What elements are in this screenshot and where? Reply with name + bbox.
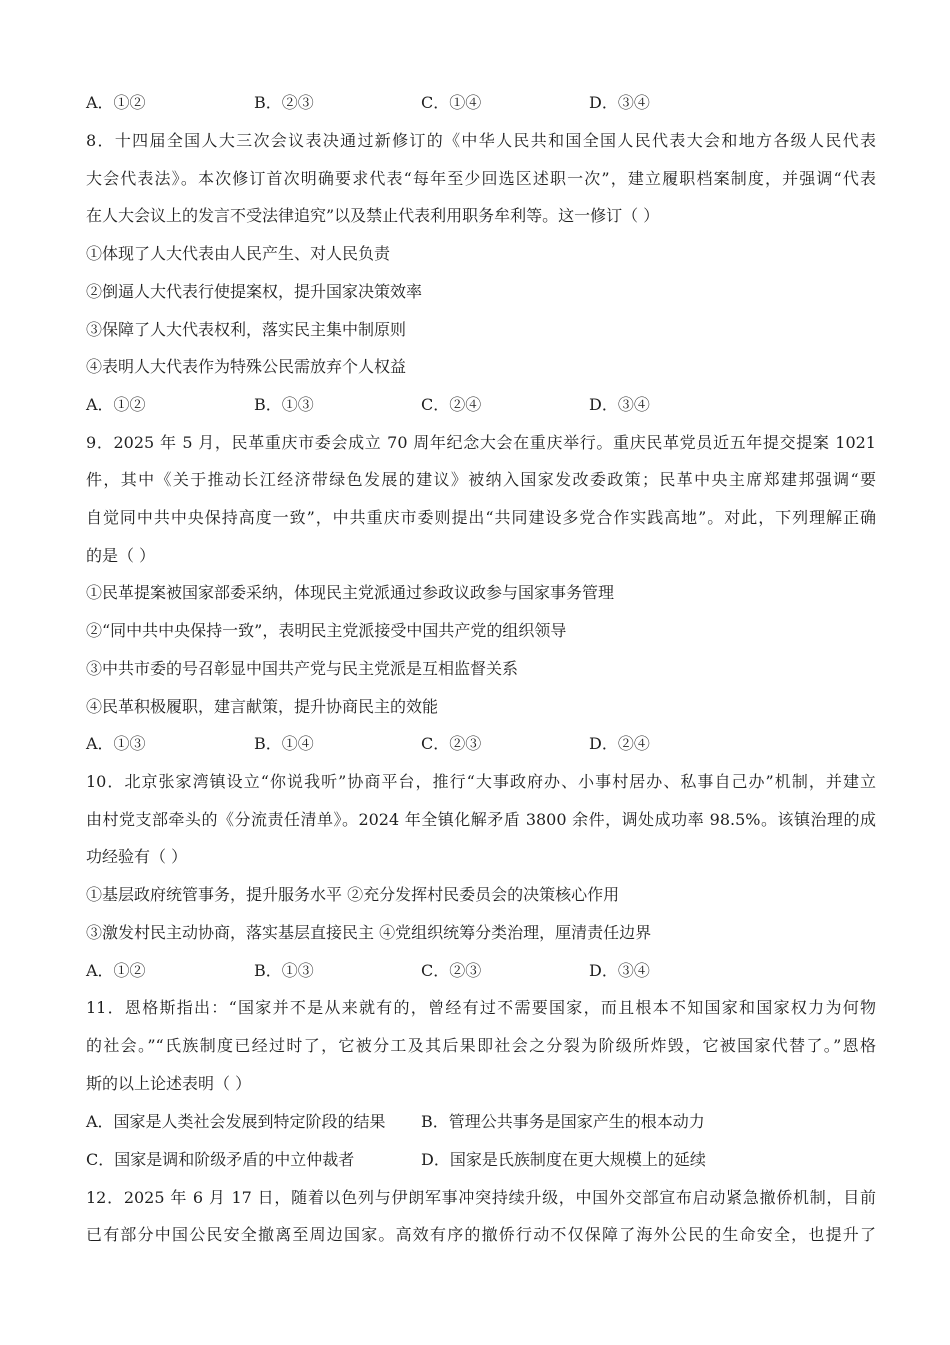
q10-items-row-1: ①基层政府统管事务，提升服务水平 ②充分发挥村民委员会的决策核心作用: [86, 885, 620, 904]
q8-option-c[interactable]: C．②④: [421, 395, 482, 414]
q10-option-d[interactable]: D．③④: [589, 961, 650, 980]
q7-option-c[interactable]: C．①④: [421, 93, 482, 112]
q11-stem-line-2: 的社会。”“氏族制度已经过时了，它被分工及其后果即社会之分裂为阶级所炸毁，它被国家代替了。”恩格: [86, 1036, 876, 1055]
q8-stem-line-2: 大会代表法》。本次修订首次明确要求代表“每年至少回选区述职一次”，建立履职档案制度，并强调“代表: [86, 169, 876, 188]
q9-stem-line-4: 的是（ ）: [86, 546, 156, 565]
q11-option-c[interactable]: C．国家是调和阶级矛盾的中立仲裁者: [86, 1150, 355, 1169]
q10-option-a[interactable]: A．①②: [86, 961, 146, 980]
q9-option-d[interactable]: D．②④: [589, 734, 650, 753]
q9-item-3: ③中共市委的号召彰显中国共产党与民主党派是互相监督关系: [86, 659, 519, 678]
q8-option-d[interactable]: D．③④: [589, 395, 650, 414]
q9-stem-line-3: 自觉同中共中央保持高度一致”，中共重庆市委则提出“共同建设多党合作实践高地”。对此，下列理解正确: [86, 508, 876, 527]
q8-item-1: ①体现了人大代表由人民产生、对人民负责: [86, 244, 391, 263]
q8-stem-line-3: 在人大会议上的发言不受法律追究”以及禁止代表利用职务牟利等。这一修订（ ）: [86, 206, 660, 225]
q8-item-4: ④表明人大代表作为特殊公民需放弃个人权益: [86, 357, 407, 376]
q9-item-1: ①民革提案被国家部委采纳，体现民主党派通过参政议政参与国家事务管理: [86, 583, 615, 602]
q8-stem-line-1: 8．十四届全国人大三次会议表决通过新修订的《中华人民共和国全国人民代表大会和地方各级人民代表: [86, 131, 876, 150]
q11-option-d[interactable]: D．国家是氏族制度在更大规模上的延续: [421, 1150, 706, 1169]
q8-option-b[interactable]: B．①③: [254, 395, 314, 414]
q10-items-row-2: ③激发村民主动协商，落实基层直接民主 ④党组织统筹分类治理，厘清责任边界: [86, 923, 652, 942]
q12-stem-line-2: 已有部分中国公民安全撤离至周边国家。高效有序的撤侨行动不仅保障了海外公民的生命安全，也提升了: [86, 1225, 876, 1244]
q8-option-a[interactable]: A．①②: [86, 395, 146, 414]
q9-option-a[interactable]: A．①③: [86, 734, 146, 753]
q8-item-2: ②倒逼人大代表行使提案权，提升国家决策效率: [86, 282, 423, 301]
q12-stem-line-1: 12．2025 年 6 月 17 日，随着以色列与伊朗军事冲突持续升级，中国外交部宣布启动紧急撤侨机制，目前: [86, 1188, 876, 1207]
q10-option-c[interactable]: C．②③: [421, 961, 482, 980]
q9-stem-line-2: 件，其中《关于推动长江经济带绿色发展的建议》被纳入国家发改委政策；民革中央主席郑建邦强调“要: [86, 470, 876, 489]
q11-stem-line-3: 斯的以上论述表明（ ）: [86, 1074, 252, 1093]
q9-option-c[interactable]: C．②③: [421, 734, 482, 753]
q11-option-a[interactable]: A．国家是人类社会发展到特定阶段的结果: [86, 1112, 386, 1131]
q11-option-b[interactable]: B．管理公共事务是国家产生的根本动力: [421, 1112, 705, 1131]
q10-stem-line-2: 由村党支部牵头的《分流责任清单》。2024 年全镇化解矛盾 3800 余件，调处成功率 98.5%。该镇治理的成: [86, 810, 876, 829]
q10-option-b[interactable]: B．①③: [254, 961, 314, 980]
q9-stem-line-1: 9．2025 年 5 月，民革重庆市委会成立 70 周年纪念大会在重庆举行。重庆民革党员近五年提交提案 1021: [86, 433, 876, 452]
q10-stem-line-1: 10．北京张家湾镇设立“你说我听”协商平台，推行“大事政府办、小事村居办、私事自己办”机制，并建立: [86, 772, 876, 791]
q11-stem-line-1: 11．恩格斯指出：“国家并不是从来就有的，曾经有过不需要国家，而且根本不知国家和国家权力为何物: [86, 998, 876, 1017]
q10-stem-line-3: 功经验有（ ）: [86, 847, 188, 866]
q9-item-4: ④民革积极履职，建言献策，提升协商民主的效能: [86, 697, 439, 716]
q8-item-3: ③保障了人大代表权利，落实民主集中制原则: [86, 320, 407, 339]
q9-option-b[interactable]: B．①④: [254, 734, 314, 753]
q9-item-2: ②“同中共中央保持一致”，表明民主党派接受中国共产党的组织领导: [86, 621, 567, 640]
q7-option-a[interactable]: A．①②: [86, 93, 146, 112]
q7-option-b[interactable]: B．②③: [254, 93, 314, 112]
q7-option-d[interactable]: D．③④: [589, 93, 650, 112]
